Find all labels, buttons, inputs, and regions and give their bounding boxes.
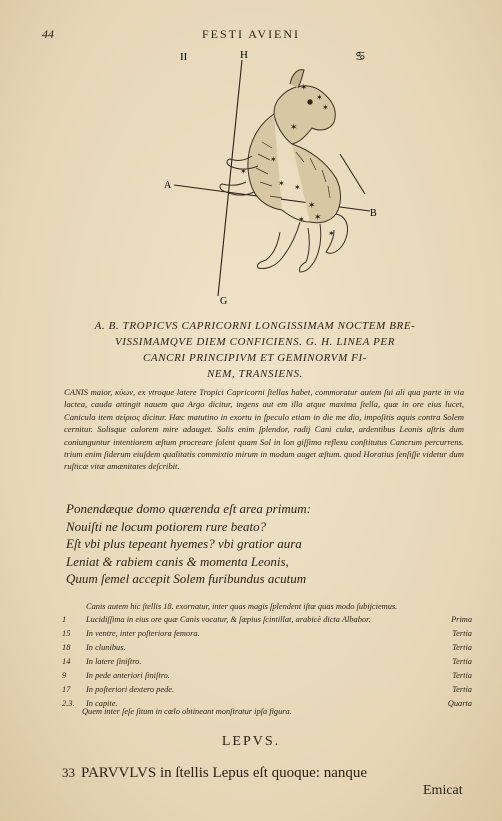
svg-text:✶: ✶ [240, 167, 247, 176]
star-description: In capite. [86, 699, 118, 708]
star-list [62, 615, 472, 713]
verse-line: Ponendæque domo quærenda eſt area primum: [66, 501, 311, 516]
star-row [62, 671, 472, 685]
page-number: 44 [42, 27, 54, 41]
svg-text:✶: ✶ [300, 83, 308, 93]
star-description: Lucidiſſima in eius ore quæ Canis vocatur, & ſæpius ſcintillat, arabicè dicta Albabor. [86, 615, 371, 624]
star-description: In clunibus. [86, 643, 126, 652]
star-number: 1 [62, 615, 67, 624]
verse-line: Nouiſti ne locum potiorem rure beato? [66, 518, 267, 534]
label-a: A [164, 180, 172, 191]
star-magnitude: Tertia [452, 685, 472, 694]
label-g: G [220, 296, 228, 307]
star-number: 9 [62, 671, 67, 680]
svg-text:✶: ✶ [322, 103, 329, 112]
verse-line: Quum ſemel accepit Solem furibundus acutum [66, 571, 307, 586]
star-magnitude: Tertia [452, 657, 472, 666]
horace-quotation [66, 500, 446, 588]
svg-text:✶: ✶ [328, 229, 335, 238]
star-list-outro: Quem inter ſeſe ſitum in cœlo obtineant monſtratur ipſa figura. [82, 707, 292, 716]
canis-major-figure [150, 46, 380, 308]
svg-text:✶: ✶ [308, 201, 316, 211]
star-list-intro: Canis autem hic ſtellis 18. exornatur, inter quas magis ſplendent iſtæ quas modo ſubijciemus. [86, 602, 398, 611]
svg-text:✶: ✶ [270, 155, 277, 164]
caption-line: NEM, TRANSIENS. [206, 368, 304, 380]
label-h: H [240, 49, 248, 61]
svg-text:✶: ✶ [278, 179, 285, 188]
poem-line-text: PARVVLVS in ſtellis Lepus eſt quoque: nanque [81, 765, 368, 781]
star-description: In ventre, inter poſteriora femora. [86, 629, 200, 638]
star-magnitude: Tertia [452, 671, 472, 680]
svg-text:✶: ✶ [316, 93, 323, 102]
star-row [62, 685, 472, 699]
star-magnitude: Quarta [447, 699, 472, 708]
figure-caption [40, 318, 470, 382]
line-gh [218, 60, 242, 296]
star-row [62, 643, 472, 657]
poem-first-line [62, 765, 367, 782]
label-b: B [370, 208, 377, 219]
pointer-line [340, 154, 365, 194]
svg-text:✶: ✶ [294, 183, 301, 192]
star-number: 17 [62, 685, 71, 694]
star-magnitude: Tertia [452, 643, 472, 652]
running-head: FESTI AVIENI [201, 27, 301, 41]
verse-line: Leniat & rabiem canis & momenta Leonis, [66, 553, 289, 569]
catchword: Emicat [423, 783, 463, 798]
verse-line: Eſt vbi plus tepeant hyemes? vbi gratior aura [66, 536, 302, 551]
star-number: 15 [62, 629, 71, 638]
svg-text:✶: ✶ [298, 215, 305, 224]
star-magnitude: Prima [451, 615, 472, 624]
label-gemini: II [180, 51, 188, 63]
commentary-paragraph: CANIS maior, κύων, ex vtroque latere Tropici Capricorni ſtellas habet, commoratur autem ſui ali qua parte in via lactea, cauda attingit nauem qua Argo dicitur, ingens aut em illa atque maxima ſtella, quæ in ore eius lucet, Canicula item σείριος dicitur. Hæc matutino in exortu in ſpeculo etiam in die me dio, impoſitis aquis contra Solem cernitur. Solisque calorem mire adauget. Solis enim ſplendor, radij Cani culæ, ardentibus Leonis aſtris dum coniunguntur intentiorem æſtum procreare ſolent quam Sol in lon giſſimo reflexu conſtitutus Cancrum percurrens. trium enim ſiderum eiuſdem qualitatis commixtio mirum in modum auget æſtum. quod Horatius ſenſiſſe videtur dum ruſticæ vitæ amænitates deſcribit. [64, 387, 464, 472]
line-number: 33 [62, 765, 75, 780]
svg-text:✶: ✶ [314, 213, 322, 223]
caption-line: A. B. TROPICVS CAPRICORNI LONGISSIMAM NOCTEM BRE- [94, 320, 416, 332]
caption-line: CANCRI PRINCIPIVM ET GEMINORVM FI- [142, 352, 368, 364]
star-number: 2.3. [62, 699, 75, 708]
caption-line: VISSIMAMQVE DIEM CONFICIENS. G. H. LINEA PER [114, 336, 396, 348]
star-description: In poſteriori dextero pede. [86, 685, 175, 694]
star-number: 18 [62, 643, 71, 652]
star-row [62, 657, 472, 671]
section-heading: LEPVS. [221, 734, 281, 749]
star-number: 14 [62, 657, 71, 666]
star-magnitude: Tertia [452, 629, 472, 638]
star-row [62, 615, 472, 629]
star-description: In pede anteriori ſiniſtro. [86, 671, 170, 680]
star-description: In latere ſiniſtro. [86, 657, 142, 666]
svg-text:✶: ✶ [290, 123, 298, 133]
star-row [62, 629, 472, 643]
label-cancer: ♋ [355, 49, 366, 63]
